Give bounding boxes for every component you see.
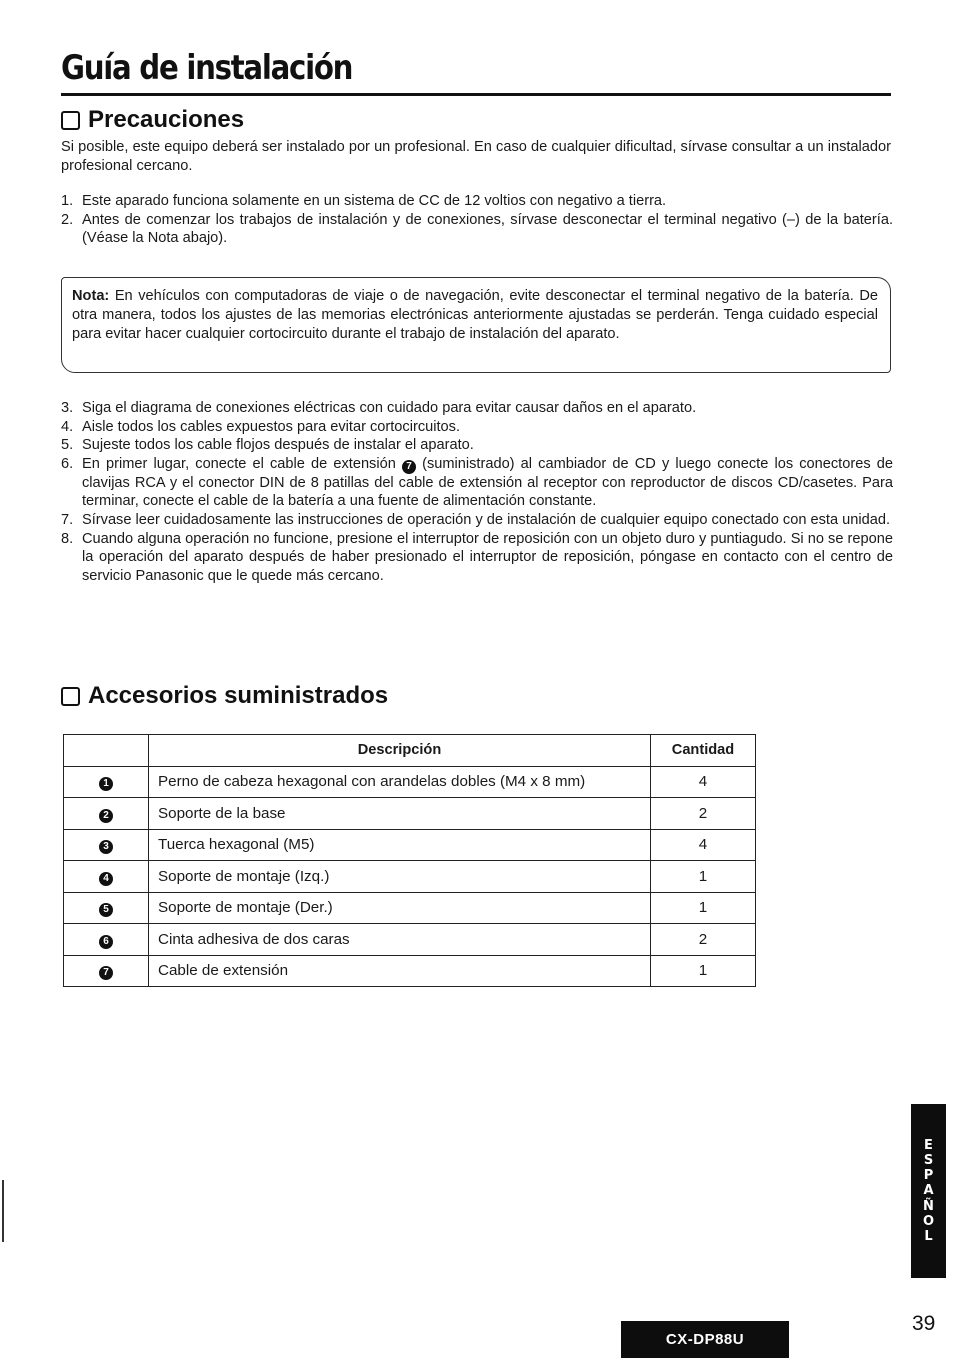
item-marker-icon: 4 bbox=[99, 872, 113, 886]
accessories-table bbox=[63, 734, 756, 987]
list-item-text-after: (suministrado) al cambiador de CD y luego conecte los conectores de clavijas RCA y el conector DIN de 8 patillas del cable de extensión al receptor con reproductor de discos CD/casetes. Para terminar, conecte el cable de la batería a una fuente de alimentación constante. bbox=[82, 455, 893, 510]
table-cell-description: Soporte de la base bbox=[149, 798, 651, 830]
list-item-number: 7. bbox=[61, 511, 74, 528]
table-row bbox=[64, 955, 756, 987]
list-item bbox=[61, 418, 893, 437]
precautions-intro: Si posible, este equipo deberá ser instalado por un profesional. En caso de cualquier dificultad, sírvase consultar a un instalador profesional cercano. bbox=[61, 139, 891, 174]
table-row bbox=[64, 766, 756, 798]
list-item-number: 1. bbox=[61, 193, 74, 209]
table-header-row bbox=[64, 735, 756, 767]
table-cell-quantity: 2 bbox=[651, 798, 756, 830]
list-item bbox=[61, 211, 893, 248]
title-rule bbox=[61, 93, 891, 96]
table-cell-description: Cable de extensión bbox=[149, 955, 651, 987]
item-marker-icon: 2 bbox=[99, 809, 113, 823]
item-marker-icon: 6 bbox=[99, 935, 113, 949]
table-cell-quantity: 1 bbox=[651, 955, 756, 987]
list-item-number: 8. bbox=[61, 530, 74, 547]
accessories-heading-text: Accesorios suministrados bbox=[88, 682, 389, 709]
model-badge: CX-DP88U bbox=[621, 1321, 789, 1358]
note-text bbox=[72, 287, 878, 344]
list-item-text: Cuando alguna operación no funcione, presione el interruptor de reposición con un objeto duro y puntiagudo. Si no se repone la operación del aparato después de haber presionado el interruptor de reposición, póngase en contacto con el centro de servicio Panasonic que le quede más cercano. bbox=[82, 530, 893, 584]
item-marker-icon: 5 bbox=[99, 903, 113, 917]
table-cell-quantity: 2 bbox=[651, 924, 756, 956]
list-item-text: Aisle todos los cables expuestos para evitar cortocircuitos. bbox=[82, 418, 460, 435]
precautions-list-a bbox=[61, 192, 893, 248]
table-row bbox=[64, 829, 756, 861]
list-item-number: 3. bbox=[61, 400, 74, 416]
table-cell-description: Perno de cabeza hexagonal con arandelas dobles (M4 x 8 mm) bbox=[149, 766, 651, 798]
list-item-text-before: En primer lugar, conecte el cable de extensión bbox=[82, 455, 396, 472]
precautions-heading-text: Precauciones bbox=[88, 106, 245, 133]
list-item-number: 2. bbox=[61, 211, 74, 228]
list-item-text: Antes de comenzar los trabajos de instalación y de conexiones, sírvase desconectar el terminal negativo (–) de la batería. (Véase la Nota abajo). bbox=[82, 211, 893, 247]
item-marker-icon: 3 bbox=[99, 840, 113, 854]
column-header-description: Descripción bbox=[149, 735, 651, 767]
table-row bbox=[64, 798, 756, 830]
table-row bbox=[64, 924, 756, 956]
list-item-number: 5. bbox=[61, 437, 74, 454]
page-number: 39 bbox=[912, 1312, 936, 1335]
page-title: Guía de instalación bbox=[61, 48, 353, 88]
margin-mark bbox=[2, 1180, 4, 1242]
note-body: En vehículos con computadoras de viaje o de navegación, evite desconectar el terminal negativo de la batería. De otra manera, todos los ajustes de las memorias electrónicas anteriormente ajustadas se perderán. Tenga cuidado especial para evitar hacer cualquier cortocircuito durante el trabajo de instalación del aparato. bbox=[72, 288, 878, 342]
list-item-number: 4. bbox=[61, 418, 74, 435]
item-marker-icon: 7 bbox=[99, 966, 113, 980]
table-cell-description: Cinta adhesiva de dos caras bbox=[149, 924, 651, 956]
precautions-list-b bbox=[61, 399, 893, 585]
table-cell-quantity: 1 bbox=[651, 861, 756, 893]
table-cell-description: Tuerca hexagonal (M5) bbox=[149, 829, 651, 861]
column-header-quantity: Cantidad bbox=[651, 735, 756, 767]
list-item bbox=[61, 436, 893, 455]
table-cell-description: Soporte de montaje (Izq.) bbox=[149, 861, 651, 893]
language-tab-text: ESPAÑOL bbox=[922, 1137, 935, 1244]
precautions-heading bbox=[61, 106, 244, 134]
list-item bbox=[61, 455, 893, 511]
table-row bbox=[64, 861, 756, 893]
language-tab bbox=[911, 1104, 946, 1278]
list-item bbox=[61, 399, 893, 418]
list-item-text: Siga el diagrama de conexiones eléctricas con cuidado para evitar causar daños en el aparato. bbox=[82, 400, 697, 416]
list-item bbox=[61, 511, 893, 530]
checkbox-square-icon bbox=[61, 111, 80, 130]
item-marker-icon: 1 bbox=[99, 777, 113, 791]
table-row bbox=[64, 892, 756, 924]
note-box bbox=[61, 277, 891, 373]
list-item-text: Sírvase leer cuidadosamente las instrucciones de operación y de instalación de cualquier equipo conectado con esta unidad. bbox=[82, 511, 891, 528]
table-cell-quantity: 4 bbox=[651, 829, 756, 861]
list-item bbox=[61, 530, 893, 586]
table-cell-quantity: 1 bbox=[651, 892, 756, 924]
list-item-text: Sujeste todos los cable flojos después de instalar el aparato. bbox=[82, 437, 474, 454]
note-label: Nota: bbox=[72, 288, 110, 304]
item-marker-icon: 7 bbox=[402, 460, 416, 474]
list-item-text: Este aparado funciona solamente en un sistema de CC de 12 voltios con negativo a tierra. bbox=[82, 193, 667, 209]
column-header-item bbox=[64, 735, 149, 767]
list-item bbox=[61, 192, 893, 211]
table-cell-quantity: 4 bbox=[651, 766, 756, 798]
table-cell-description: Soporte de montaje (Der.) bbox=[149, 892, 651, 924]
checkbox-square-icon bbox=[61, 687, 80, 706]
accessories-heading bbox=[61, 682, 388, 710]
list-item-number: 6. bbox=[61, 455, 74, 472]
